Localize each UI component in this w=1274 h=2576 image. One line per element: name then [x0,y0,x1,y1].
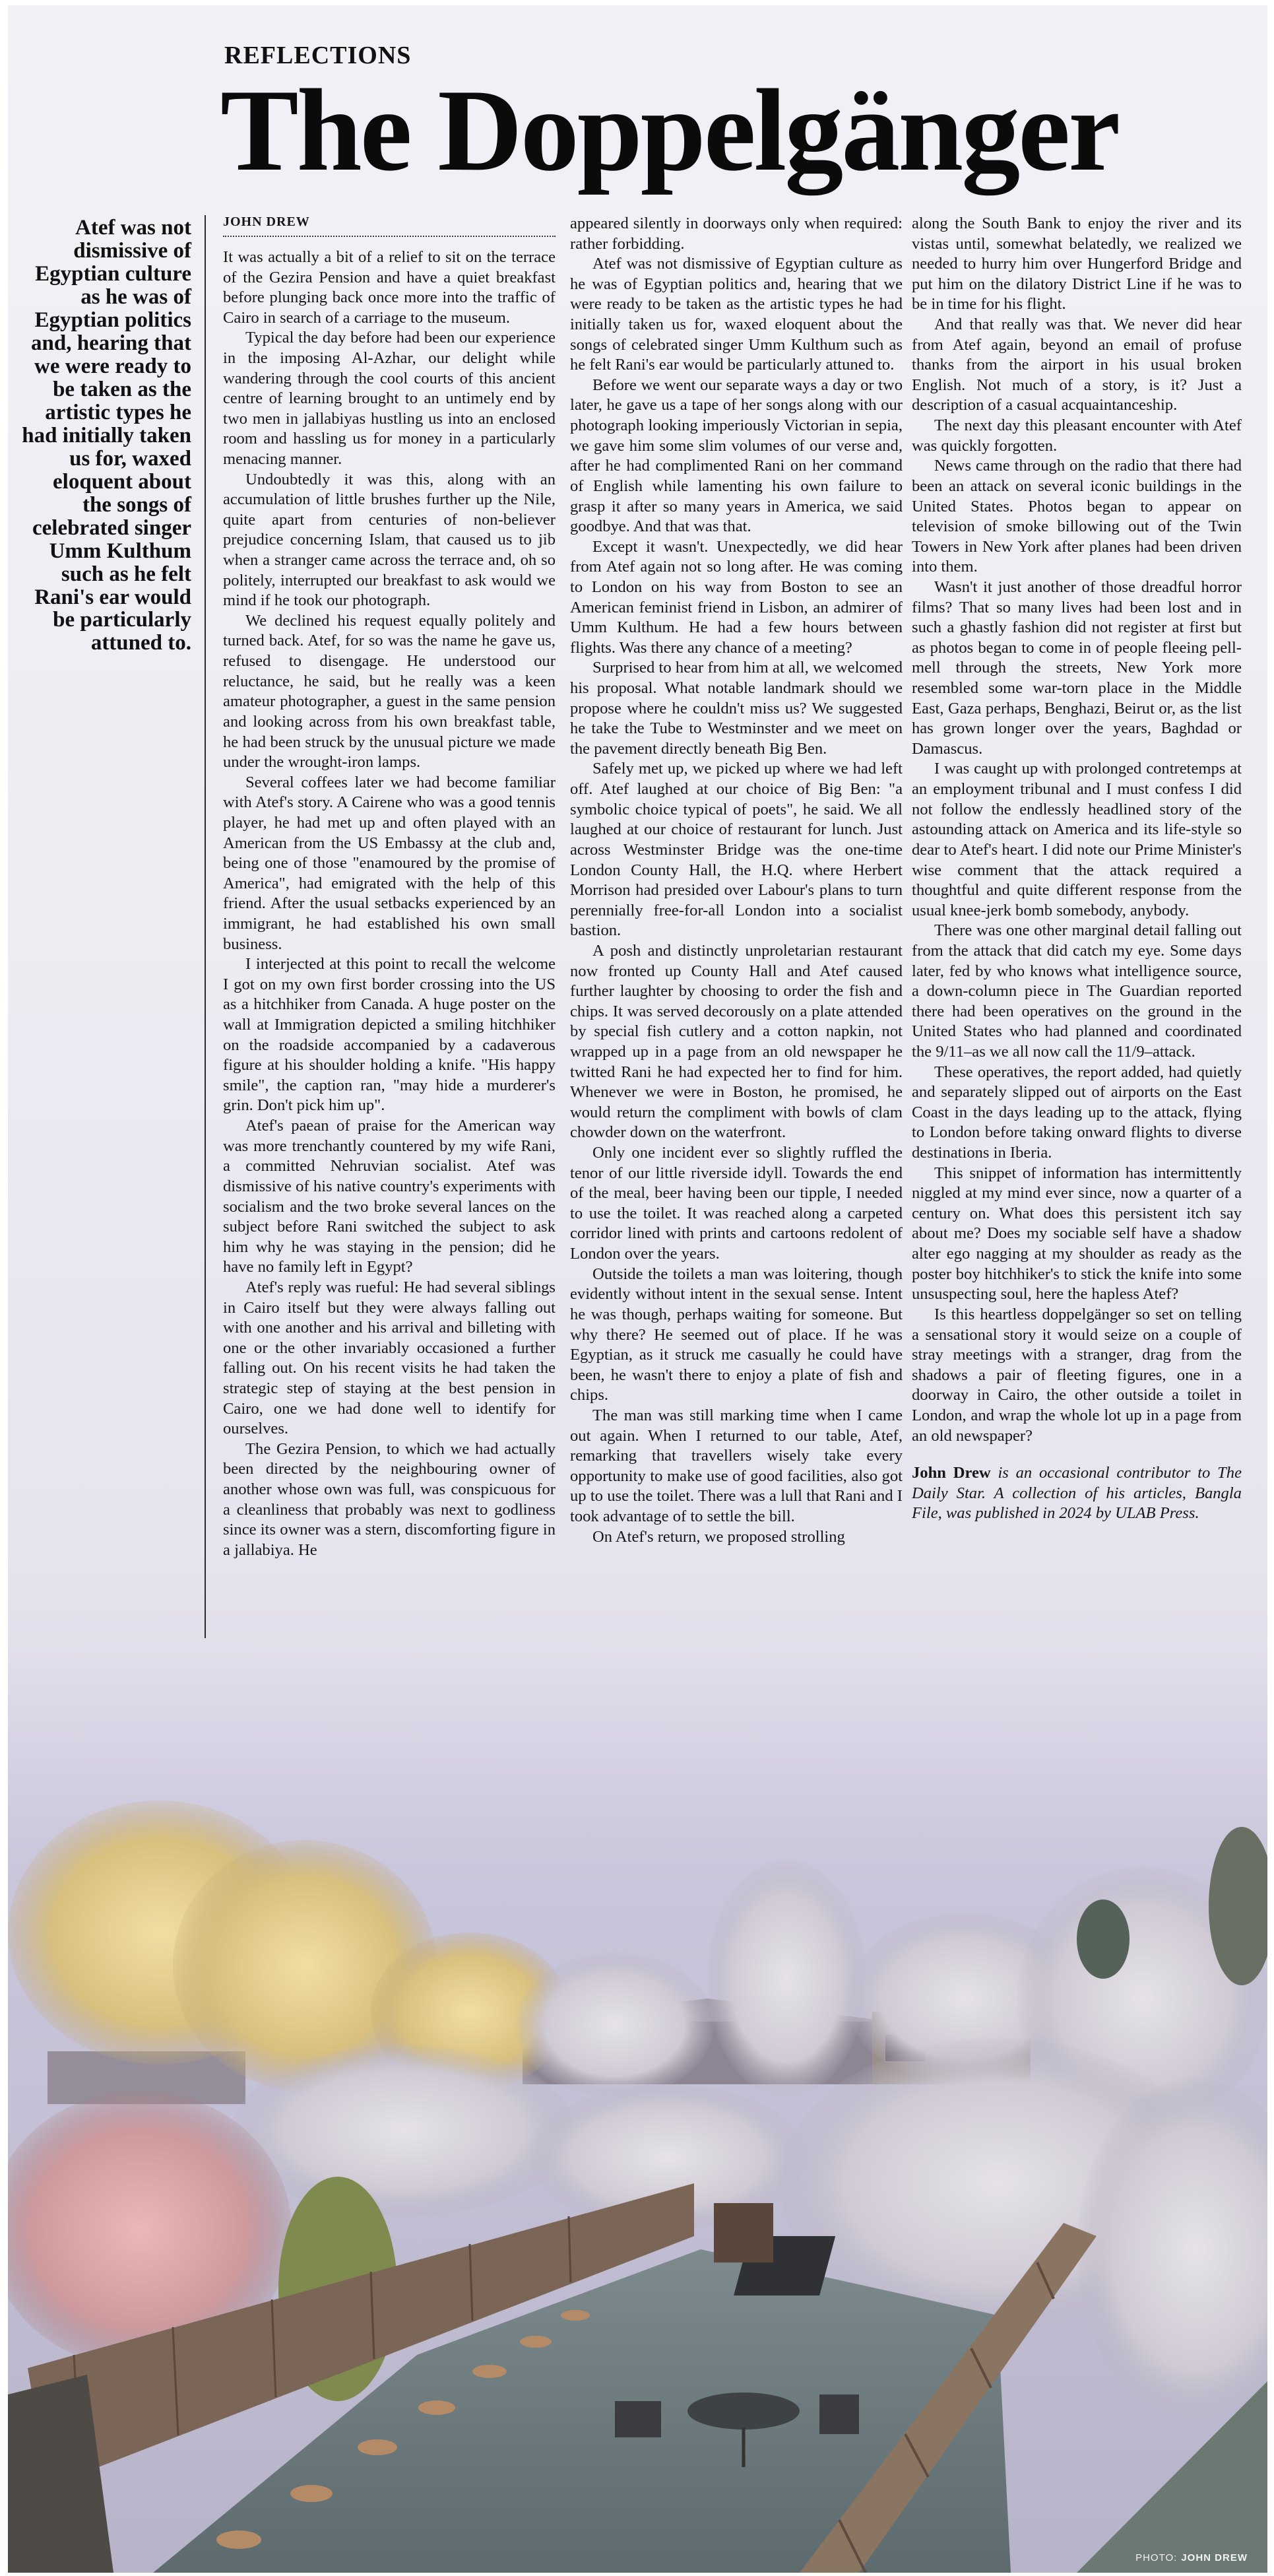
bio-text: is an occasional contributor to The Daily Star. [912,1464,1242,1502]
column-rule [205,215,206,1638]
paragraph: I interjected at this point to recall the welcome I got on my own first border crossing into the US as a hitchhiker from Canada. A huge poster on the wall at Immigration depicted a smiling hitchhiker on the roadside accompanied by a cadaverous figure at his shoulder holding a knife. "His happy smile", the caption ran, "may hide a murderer's grin. Don't pick him up". [223,955,556,1115]
article-column-1 [223,214,556,1646]
paragraph: A posh and distinctly unproletarian restaurant now fronted up County Hall and Atef caused further laughter by choosing to order the fish and chips. It was served decorously on a plate attended by special fish cutlery and a cotton napkin, not wrapped up in a page from an old newspaper he twitted Rani he had expected her to find for him. Whenever we were in Boston, he promised, he would return the compliment with bowls of clam chowder down on the waterfront. [570,941,903,1142]
paragraph: along the South Bank to enjoy the river and its vistas until, somewhat belatedly, we realized we needed to hurry him over Hungerford Bridge and put him on the dilatory District Line if he was to be in time for his flight. [912,215,1242,314]
paragraph: The next day this pleasant encounter with Atef was quickly forgotten. [912,416,1242,455]
article-column-2 [570,214,903,1646]
paragraph: The Gezira Pension, to which we had actually been directed by the neighbouring owner of another whose own was full, was conspicuous for a cleanliness that probably was next to godliness since its owner was a stern, discomforting figure in a jallabiya. He [223,1439,556,1559]
paragraph: It was actually a bit of a relief to sit on the terrace of the Gezira Pension and have a quiet breakfast before plunging back once more into the traffic of Cairo in search of a carriage to the museum. [223,248,556,327]
pull-quote: Atef was not dismissive of Egyptian culture as he was of Egyptian politics and, hearing that we were ready to be taken as the artistic types he had initially taken us for, waxed eloquent about the songs of celebrated singer Umm Kulthum such as he felt Rani's ear would be particularly attuned to. [22,216,191,655]
paragraph: The man was still marking time when I came out again. When I returned to our table, Atef, remarking that travellers wisely take every opportunity to make use of good facilities, also got up to use the toilet. There was a lull that Rani and I took advantage of to settle the bill. [570,1406,903,1525]
paragraph: Typical the day before had been our experience in the imposing Al-Azhar, our delight while wandering through the cool courts of this ancient centre of learning brought to an untimely end by two men in jallabiyas hustling us into an enclosed room and hassling us for money in a particularly menacing manner. [223,329,556,468]
paragraph: On Atef's return, we proposed strolling [592,1527,845,1546]
author-name: John Drew [912,1464,991,1482]
photo-credit-label: PHOTO: [1135,2552,1178,2563]
paragraph: I was caught up with prolonged contretemps at an employment tribunal and I must confess I did not follow the endlessly headlined story of the astounding attack on America and its life-style so dear to Atef's heart. I did note our Prime Minister's wise comment that the attack required a thoughtful and quite different response from the usual knee-jerk bomb somebody, anybody. [912,760,1242,919]
photo-credit [1135,2552,1248,2563]
article-column-3 [912,214,1242,1646]
paragraph: Safely met up, we picked up where we had left off. Atef laughed at our choice of Big Ben: "a symbolic choice typical of poets", he said. We all laughed at our choice of restaurant for lunch. Just across Westminster Bridge was the one-time London County Hall, the H.Q. where Herbert Morrison had presided over Labour's plans to turn perennially free-for-all London into a socialist bastion. [570,760,903,940]
paragraph: Is this heartless doppelgänger so set on telling a sensational story it would seize on a couple of stray meetings with a stranger, drag from the shadows a pair of fleeting figures, one in a doorway in Cairo, the other outside a toilet in London, and wrap the whole lot up in a page from an old newspaper? [912,1305,1242,1445]
paragraph: Undoubtedly it was this, along with an accumulation of little brushes further up the Nile, quite apart from centuries of non-believer prejudice concerning Islam, that caused us to jib when a stranger came across the terrace and, oh so politely, interrupted our breakfast to ask would we mind if he took our photograph. [223,470,556,610]
paragraph: News came through on the radio that there had been an attack on several iconic buildings in the United States. Photos began to appear on television of smoke billowing out of the Twin Towers in New York after planes had been driven into them. [912,457,1242,576]
newspaper-page [8,5,1267,2573]
paragraph: Several coffees later we had become familiar with Atef's story. A Cairene who was a good tennis player, he had met up and often played with an American from the US Embassy at the club and, being one of those "enamoured by the promise of America", had emigrated with the help of this friend. After the usual setbacks experienced by an immigrant, he had established his own small business. [223,773,556,953]
paragraph: Outside the toilets a man was loitering, though evidently without intent in the sexual sense. Intent he was though, perhaps waiting for someone. But why there? He seemed out of place. If he was Egyptian, as it struck me casually he could have been, he wasn't there to enjoy a plate of fish and chips. [570,1265,903,1404]
paragraph: We declined his request equally politely and turned back. Atef, for so was the name he gave us, refused to disengage. He understood our reluctance, he said, but he really was a keen amateur photographer, a guest in the same pension and looking across from his own breakfast table, he had been struck by the unusual picture we made under the wrought-iron lamps. [223,611,556,772]
paragraph: And that really was that. We never did hear from Atef again, beyond an email of profuse thanks from the airport in his usual broken English. Not much of a story, is it? Just a description of a casual acquaintanceship. [912,315,1242,414]
paragraph: Atef was not dismissive of Egyptian culture as he was of Egyptian politics and, hearing that we were ready to be taken as the artistic types he had initially taken us for, waxed eloquent about the songs of celebrated singer Umm Kulthum such as he felt Rani's ear would be particularly attuned to. [570,255,903,374]
garden-illustration [8,1655,1267,2573]
paragraph: Wasn't it just another of those dreadful horror films? That so many lives had been lost and in such a ghastly fashion did not register at first but as photos began to come in of people fleeing pell-mell through the streets, New York more resembled some war-torn place in the Middle East, Gaza perhaps, Benghazi, Beirut or, as the list has grown longer over the years, Baghdad or Damascus. [912,578,1242,758]
photo-credit-name: JOHN DREW [1181,2552,1248,2563]
paragraph: Except it wasn't. Unexpectedly, we did hear from Atef again not so long after. He was coming to London on his way from Boston to see an American feminist friend in Lisbon, an admirer of Umm Kulthum. He had a few hours between flights. Was there any chance of a meeting? [570,537,903,657]
bio-text-books: A collection of his articles, Bangla File, was published in 2024 by ULAB Press. [912,1484,1242,1523]
paragraph: Before we went our separate ways a day or two later, he gave us a tape of her songs along with our photograph looking imperiously Victorian in sepia, we gave him some slim volumes of our verse and, after he had complimented Rani on her command of English while lamenting his own failure to grasp it after so many years in America, we said goodbye. And that was that. [570,376,903,536]
section-label: REFLECTIONS [224,42,412,69]
headline: The Doppelgänger [220,65,1119,195]
author-bio [912,1463,1242,1524]
paragraph: These operatives, the report added, had quietly and separately slipped out of airports on the East Coast in the days leading up to the attack, flying to London before taking onward flights to diverse destinations in Iberia. [912,1063,1242,1162]
frosty-garden-photo [8,1655,1267,2573]
paragraph: Only one incident ever so slightly ruffled the tenor of our little riverside idyll. Towards the end of the meal, beer having been our tipple, I needed to use the toilet. It was reached along a carpeted corridor lined with prints and cartoons redolent of London over the years. [570,1144,903,1263]
byline: JOHN DREW [223,214,556,237]
paragraph: There was one other marginal detail falling out from the attack that did catch my eye. Some days later, fed by who knows what intelligence source, a down-column piece in The Guardian reported there had been operatives on the ground in the United States who had planned and coordinated the 9/11–as we all now call the 11/9–attack. [912,921,1242,1061]
paragraph: Surprised to hear from him at all, we welcomed his proposal. What notable landmark should we propose where he couldn't miss us? We suggested he take the Tube to Westminster and we meet on the pavement directly beneath Big Ben. [570,659,903,758]
paragraph: This snippet of information has intermittently niggled at my mind ever since, now a quarter of a century on. What does this persistent itch say about me? Does my sociable self have a shadow alter ego nagging at my shoulder as ready as the poster boy hitchhiker's to stick the knife into some unsuspecting soul, here the hapless Atef? [912,1164,1242,1304]
paragraph: appeared silently in doorways only when required: rather forbidding. [570,215,903,253]
paragraph: Atef's reply was rueful: He had several siblings in Cairo itself but they were always falling out with one another and his arrival and billeting with one or the other invariably occasioned a further falling out. On his recent visits he had taken the strategic step of staying at the best pension in Cairo, one we had done well to identify for ourselves. [223,1278,556,1438]
paragraph: Atef's paean of praise for the American way was more trenchantly countered by my wife Rani, a committed Nehruvian socialist. Atef was dismissive of his native country's experiments with socialism and the two broke several lances on the subject before Rani switched the subject to ask him why he was staying in the pension; did he have no family left in Egypt? [223,1117,556,1276]
